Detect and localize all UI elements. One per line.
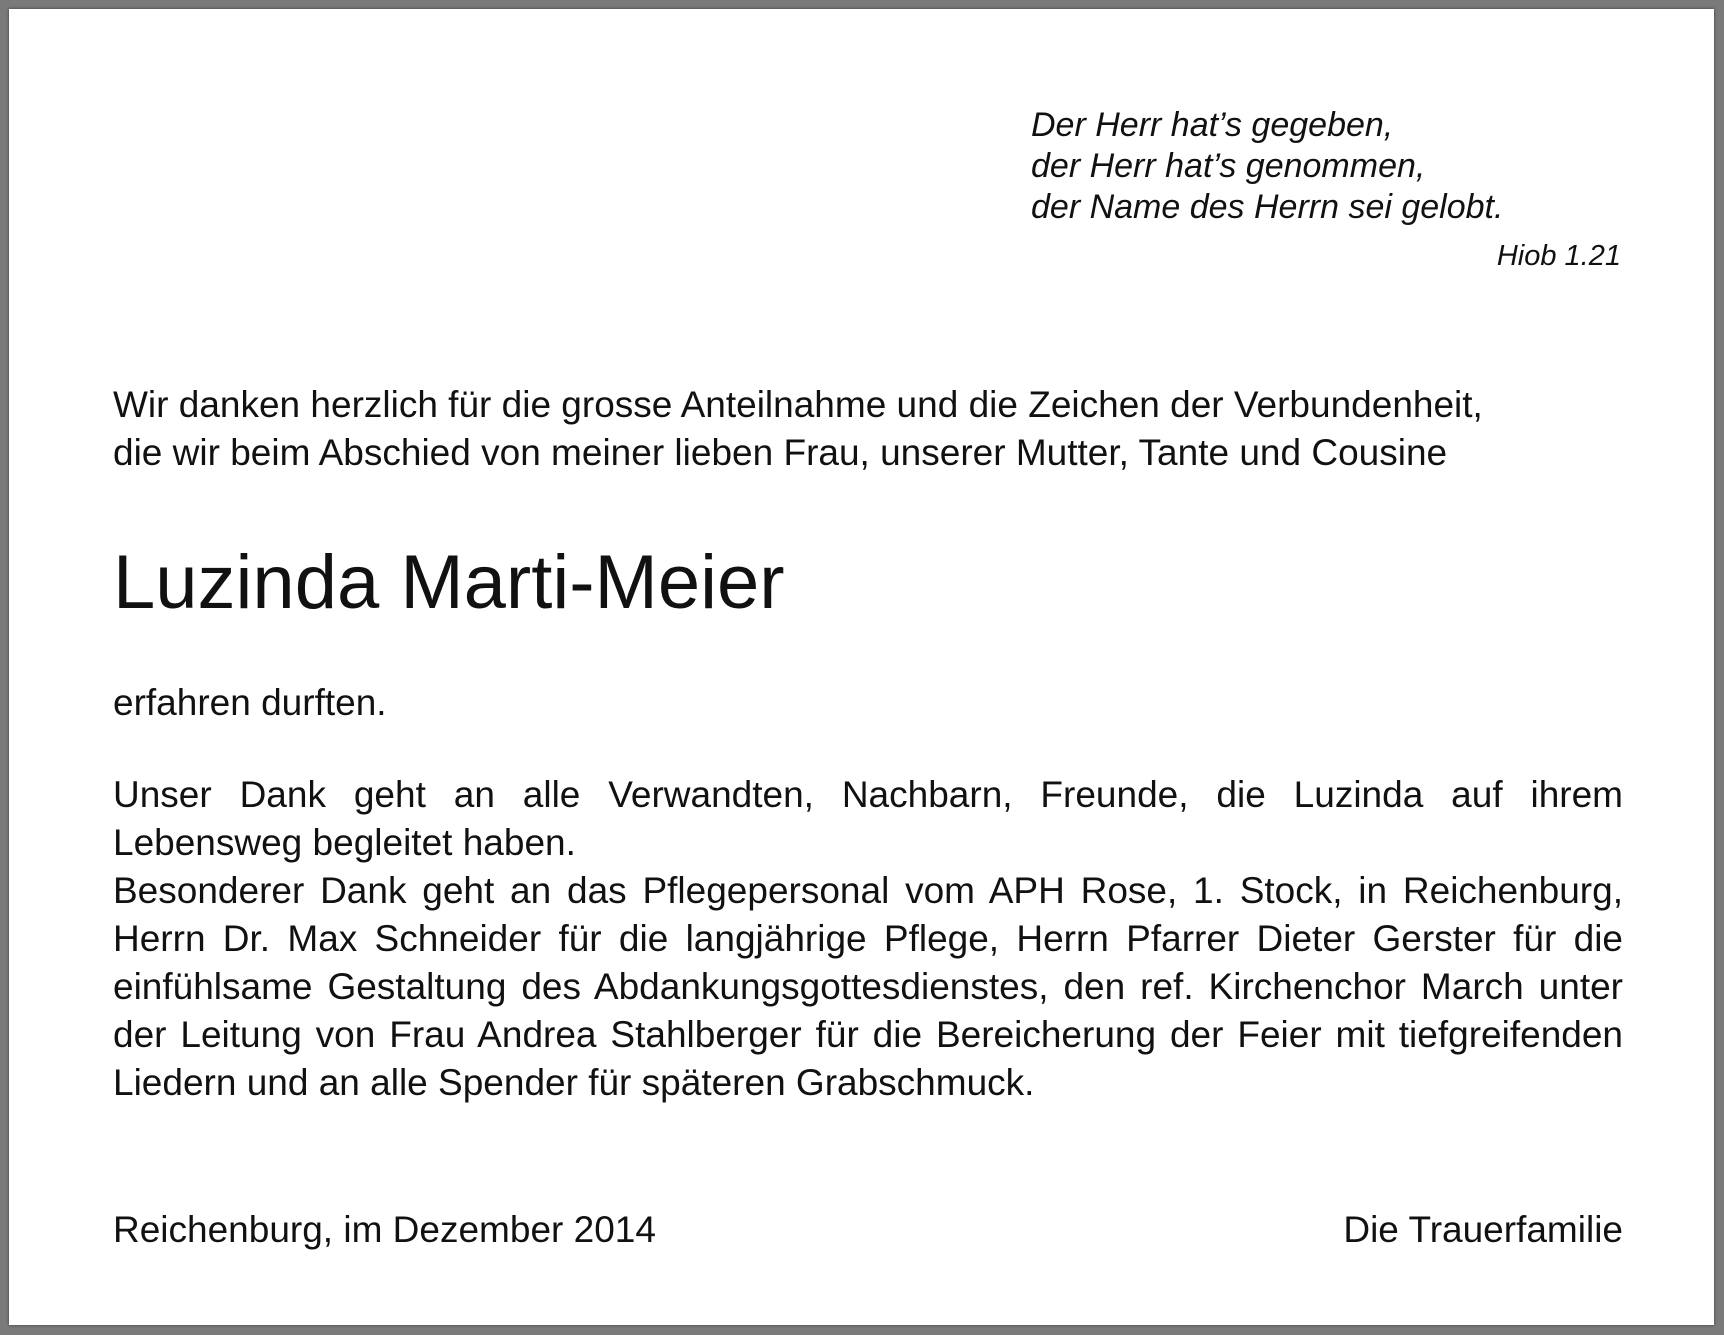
deceased-name: Luzinda Marti-Meier: [113, 540, 785, 625]
verse-line-3: der Name des Herrn sei gelobt.: [1031, 188, 1504, 226]
signature: Die Trauerfamilie: [1343, 1209, 1623, 1250]
bible-verse: [1031, 105, 1621, 274]
place-date: Reichenburg, im Dezember 2014: [113, 1209, 656, 1250]
after-name-text: erfahren durften.: [113, 682, 387, 723]
verse-line-2: der Herr hat’s genommen,: [1031, 147, 1426, 185]
intro-text: [113, 381, 1623, 477]
thanks-text: [113, 771, 1623, 1107]
footer: [113, 1206, 1623, 1254]
document-page: [9, 9, 1714, 1325]
verse-reference: Hiob 1.21: [1496, 240, 1621, 272]
intro-line-1: Wir danken herzlich für die grosse Anteilnahme und die Zeichen der Verbundenheit,: [113, 384, 1483, 425]
intro-line-2: die wir beim Abschied von meiner lieben Frau, unserer Mutter, Tante und Cousine: [113, 432, 1448, 473]
verse-line-1: Der Herr hat’s gegeben,: [1031, 106, 1394, 144]
thanks-paragraph-2: Besonderer Dank geht an das Pflegepersonal vom APH Rose, 1. Stock, in Reichenburg, Herrn Dr. Max Schneider für die langjährige Pflege, Herrn Pfarrer Dieter Gerster für die einfühlsame Gestaltung des Abdankungsgottesdienstes, den ref. Kirchenchor March unter der Leitung von Frau Andrea Stahlberger für die Bereicherung der Feier mit tiefgreifenden Liedern und an alle Spender für späteren Grabschmuck.: [113, 870, 1623, 1103]
thanks-paragraph-1: Unser Dank geht an alle Verwandten, Nachbarn, Freunde, die Luzinda auf ihrem Lebensweg begleitet haben.: [113, 774, 1623, 863]
